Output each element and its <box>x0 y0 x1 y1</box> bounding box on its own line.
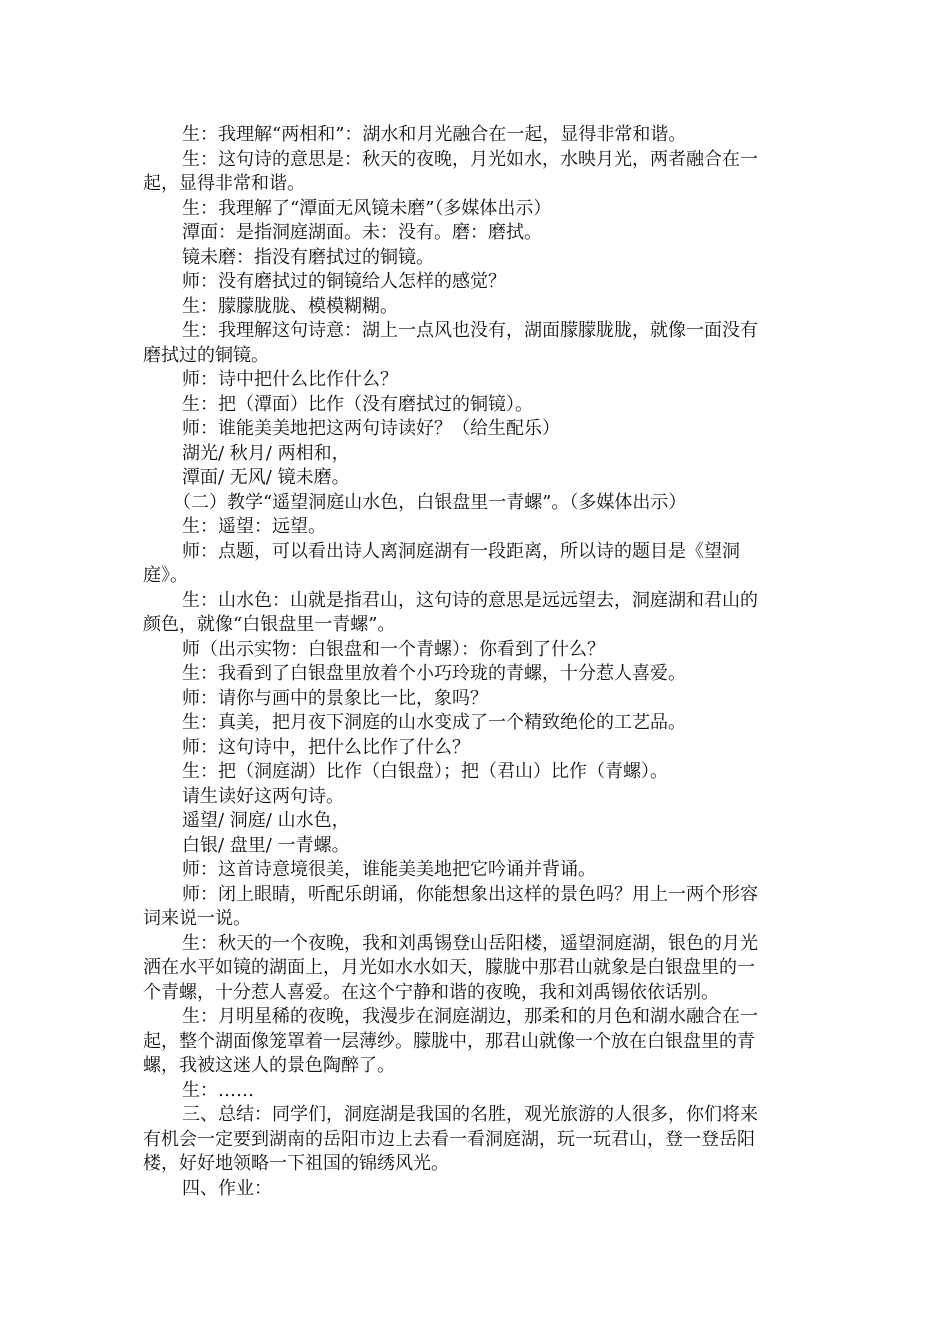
text-line: 生：这句诗的意思是：秋天的夜晚，月光如水，水映月光，两者融合在一 <box>182 148 758 170</box>
text-line: 师：闭上眼睛，听配乐朗诵，你能想象出这样的景色吗？用上一两个形容 <box>182 883 758 905</box>
text-line: 颜色，就像“白银盘里一青螺”。 <box>143 614 396 635</box>
text-line: 生：把（洞庭湖）比作（白银盘）；把（君山）比作（青螺）。 <box>182 761 668 782</box>
text-line: （二）教学“遥望洞庭山水色，白银盘里一青螺”。（多媒体出示） <box>173 491 687 513</box>
text-line: 师：请你与画中的景象比一比，象吗？ <box>182 687 488 709</box>
text-line: 镜未磨：指没有磨拭过的铜镜。 <box>182 246 434 268</box>
text-line: 潭面：是指洞庭湖面。未：没有。磨：磨拭。 <box>182 222 542 243</box>
text-line: 三、总结：同学们，洞庭湖是我国的名胜，观光旅游的人很多，你们将来 <box>182 1104 758 1125</box>
text-line: 遥望/ 洞庭/ 山水色， <box>182 810 350 831</box>
text-line: 湖光/ 秋月/ 两相和， <box>182 442 350 464</box>
text-line: 有机会一定要到湖南的岳阳市边上去看一看洞庭湖，玩一玩君山，登一登岳阳 <box>143 1128 755 1150</box>
text-line: 磨拭过的铜镜。 <box>143 344 269 366</box>
text-line: 师：谁能美美地把这两句诗读好？（给生配乐） <box>182 418 560 439</box>
text-line: 庭》。 <box>143 565 188 586</box>
text-line: 生：秋天的一个夜晚，我和刘禹锡登山岳阳楼，遥望洞庭湖，银色的月光 <box>182 932 758 954</box>
text-line: 潭面/ 无风/ 镜未磨。 <box>182 467 350 488</box>
text-line: 师：没有磨拭过的铜镜给人怎样的感觉？ <box>182 271 506 292</box>
text-line: 个青螺，十分惹人喜爱。在这个宁静和谐的夜晚，我和刘禹锡依依话别。 <box>143 981 719 1003</box>
text-line: 生：把（潭面）比作（没有磨拭过的铜镜）。 <box>182 393 533 415</box>
text-line: 师（出示实物：白银盘和一个青螺）：你看到了什么？ <box>182 638 605 660</box>
text-line: 生：我看到了白银盘里放着个小巧玲珑的青螺，十分惹人喜爱。 <box>182 663 686 684</box>
text-line: 师：这句诗中，把什么比作了什么？ <box>182 736 470 758</box>
text-line: 师：诗中把什么比作什么？ <box>182 369 398 390</box>
text-line: 生：我理解这句诗意：湖上一点风也没有，湖面朦朦胧胧，就像一面没有 <box>182 320 758 341</box>
document-body <box>143 123 803 1201</box>
text-line: 生：遥望：远望。 <box>182 516 326 537</box>
text-line: 生：真美，把月夜下洞庭的山水变成了一个精致绝伦的工艺品。 <box>182 712 686 733</box>
text-line: 师：这首诗意境很美，谁能美美地把它吟诵并背诵。 <box>182 859 596 880</box>
text-line: 楼，好好地领略一下祖国的锦绣风光。 <box>143 1153 449 1174</box>
text-line: 洒在水平如镜的湖面上，月光如水水如天，朦胧中那君山就象是白银盘里的一 <box>143 957 755 978</box>
text-line: 生：朦朦胧胧、模模糊糊。 <box>182 295 398 317</box>
text-line: 生：…… <box>182 1079 254 1101</box>
text-line: 请生读好这两句诗。 <box>182 785 344 807</box>
text-line: 师：点题，可以看出诗人离洞庭湖有一段距离，所以诗的题目是《望洞 <box>182 540 740 562</box>
text-line: 起，整个湖面像笼罩着一层薄纱。朦胧中，那君山就像一个放在白银盘里的青 <box>143 1030 755 1052</box>
text-line: 词来说一说。 <box>143 908 251 929</box>
text-line: 生：山水色：山就是指君山，这句诗的意思是远远望去，洞庭湖和君山的 <box>182 589 758 611</box>
text-line: 四、作业： <box>182 1177 272 1199</box>
text-line: 螺，我被这迷人的景色陶醉了。 <box>143 1055 395 1076</box>
text-line: 白银/ 盘里/ 一青螺。 <box>182 834 350 856</box>
text-line: 起，显得非常和谐。 <box>143 173 305 194</box>
text-line: 生：我理解了“潭面无风镜未磨”（多媒体出示） <box>182 197 552 219</box>
text-line: 生：月明星稀的夜晚，我漫步在洞庭湖边，那柔和的月色和湖水融合在一 <box>182 1006 758 1027</box>
text-line: 生：我理解“两相和”：湖水和月光融合在一起，显得非常和谐。 <box>182 124 687 145</box>
